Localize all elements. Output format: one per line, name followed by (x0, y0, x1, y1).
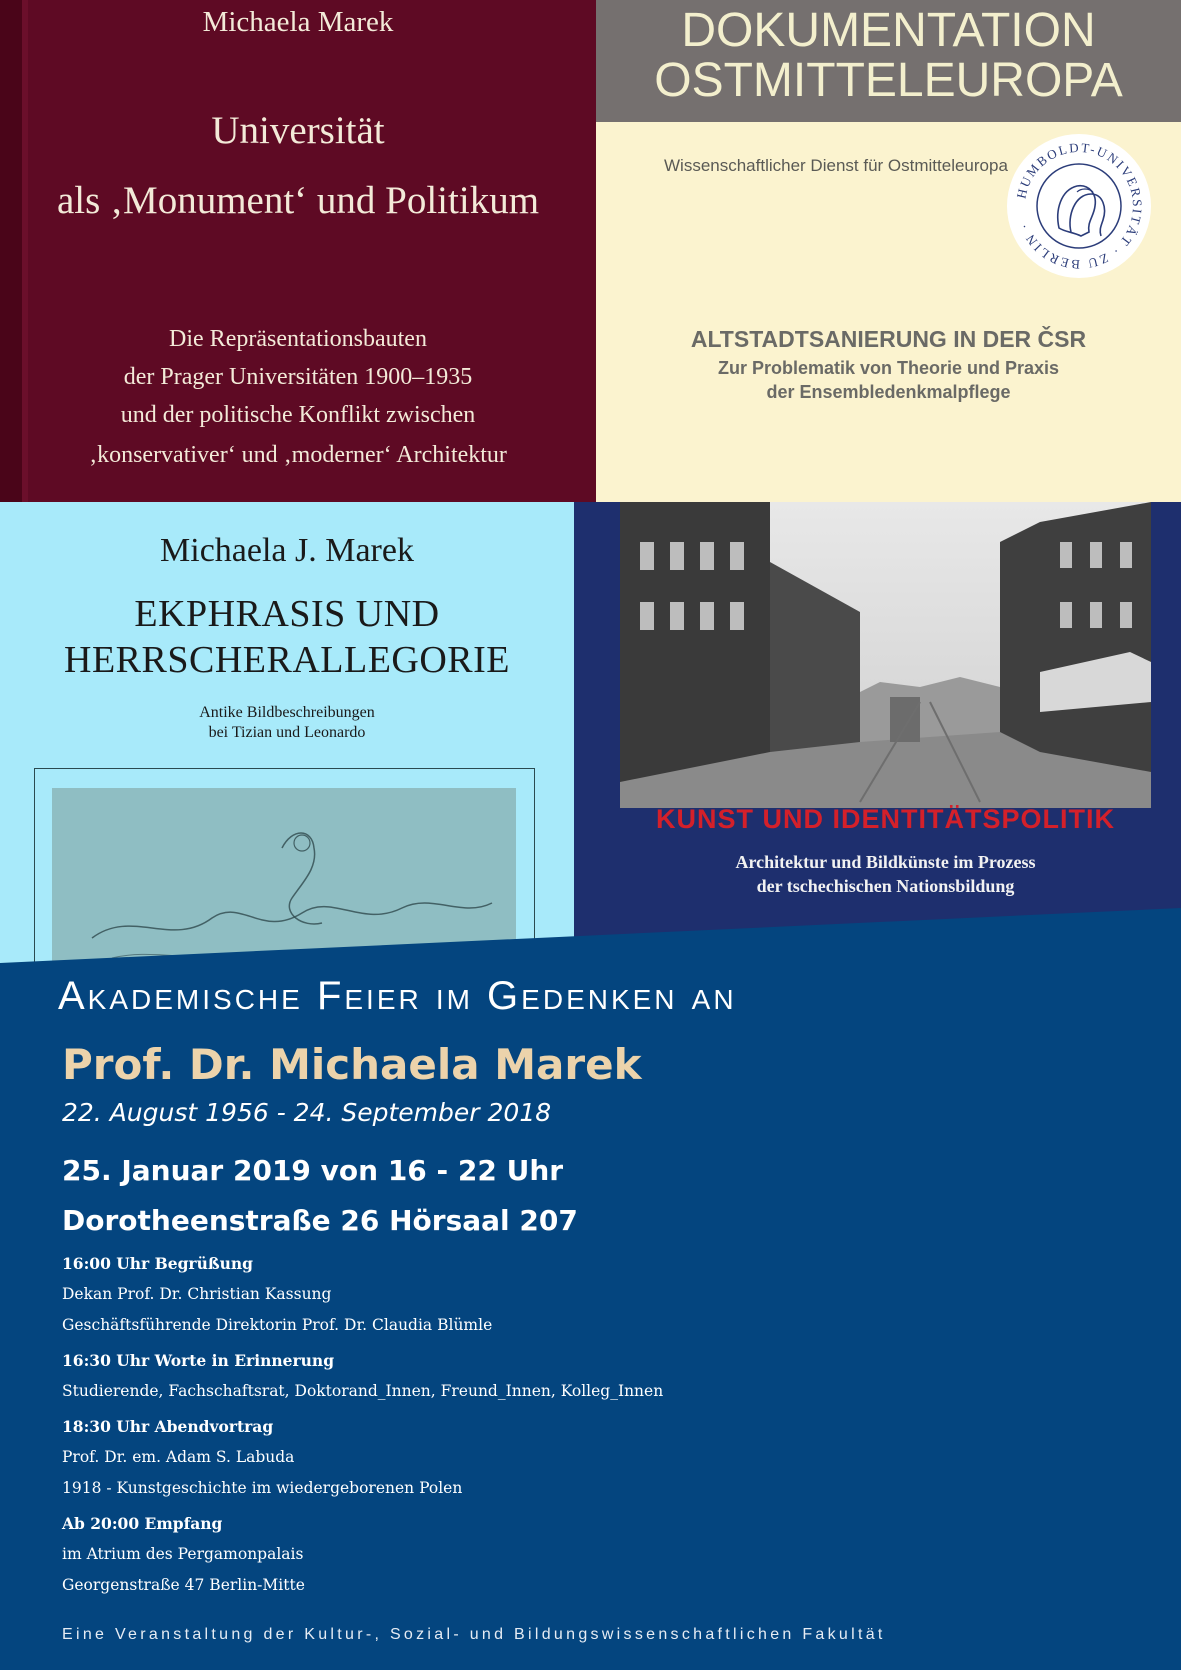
honoree-name: Prof. Dr. Michaela Marek (62, 1040, 642, 1089)
program-item-line: Geschäftsführende Direktorin Prof. Dr. Claudia Blümle (62, 1316, 493, 1334)
program-item-line: 1918 - Kunstgeschichte im wiedergeborenen Polen (62, 1479, 463, 1497)
program-item-title: 18:30 Uhr Abendvortrag (62, 1417, 274, 1436)
book3-title-line2: HERRSCHERALLEGORIE (64, 639, 510, 681)
book2-service-line: Wissenschaftlicher Dienst für Ostmitteleuropa (664, 156, 1008, 175)
program-item-line: im Atrium des Pergamonpalais (62, 1545, 304, 1563)
book3-subtitle-line2: bei Tizian und Leonardo (208, 724, 366, 741)
book1-subtitle-line1: Die Repräsentationsbauten (169, 326, 427, 352)
faculty-footer: Eine Veranstaltung der Kultur-, Sozial- und Bildungswissenschaftlichen Fakultät (62, 1626, 886, 1643)
book2-series-line2: OSTMITTELEUROPA (654, 54, 1123, 107)
book1-title-line2: als ‚Monument‘ und Politikum (56, 179, 540, 222)
book4-title: KUNST UND IDENTITÄTSPOLITIK (656, 804, 1115, 834)
book2-title: ALTSTADTSANIERUNG IN DER ČSR (690, 326, 1087, 352)
seal-text: HUMBOLDT-UNIVERSITÄT · ZU BERLIN · (1013, 139, 1146, 273)
program-item-title: Ab 20:00 Empfang (62, 1514, 223, 1533)
book2-series-line1: DOKUMENTATION (681, 4, 1096, 57)
book3-author: Michaela J. Marek (160, 532, 414, 569)
event-heading: Akademische Feier im Gedenken an (58, 974, 737, 1018)
program-item-title: 16:30 Uhr Worte in Erinnerung (62, 1351, 335, 1370)
book1-subtitle-line2: der Prager Universitäten 1900–1935 (123, 364, 473, 390)
book4-subtitle-line2: der tschechischen Nationsbildung (756, 876, 1015, 896)
program-item-line: Prof. Dr. em. Adam S. Labuda (62, 1448, 295, 1466)
book1-subtitle-line3: und der politische Konflikt zwischen (120, 402, 476, 428)
program-item-title: 16:00 Uhr Begrüßung (62, 1254, 253, 1273)
event-venue: Dorotheenstraße 26 Hörsaal 207 (62, 1204, 578, 1237)
book3-title-line1: EKPHRASIS UND (134, 593, 440, 635)
program-item-line: Georgenstraße 47 Berlin-Mitte (62, 1576, 305, 1594)
book2-subtitle-line2: der Ensembledenkmalpflege (766, 382, 1011, 402)
book1-subtitle-line4: ‚konservativer‘ und ‚moderner‘ Architektur (89, 442, 507, 468)
book3-subtitle-line1: Antike Bildbeschreibungen (199, 704, 375, 721)
program-item-line: Dekan Prof. Dr. Christian Kassung (62, 1285, 332, 1303)
book1-author: Michaela Marek (202, 6, 394, 38)
honoree-lifespan: 22. August 1956 - 24. September 2018 (62, 1098, 552, 1127)
book2-subtitle-line1: Zur Problematik von Theorie und Praxis (717, 358, 1060, 378)
book1-title-line1: Universität (211, 109, 385, 152)
event-date: 25. Januar 2019 von 16 - 22 Uhr (62, 1154, 564, 1187)
program-item-line: Studierende, Fachschaftsrat, Doktorand_Innen, Freund_Innen, Kolleg_Innen (62, 1382, 664, 1400)
book4-subtitle-line1: Architektur und Bildkünste im Prozess (735, 852, 1036, 872)
